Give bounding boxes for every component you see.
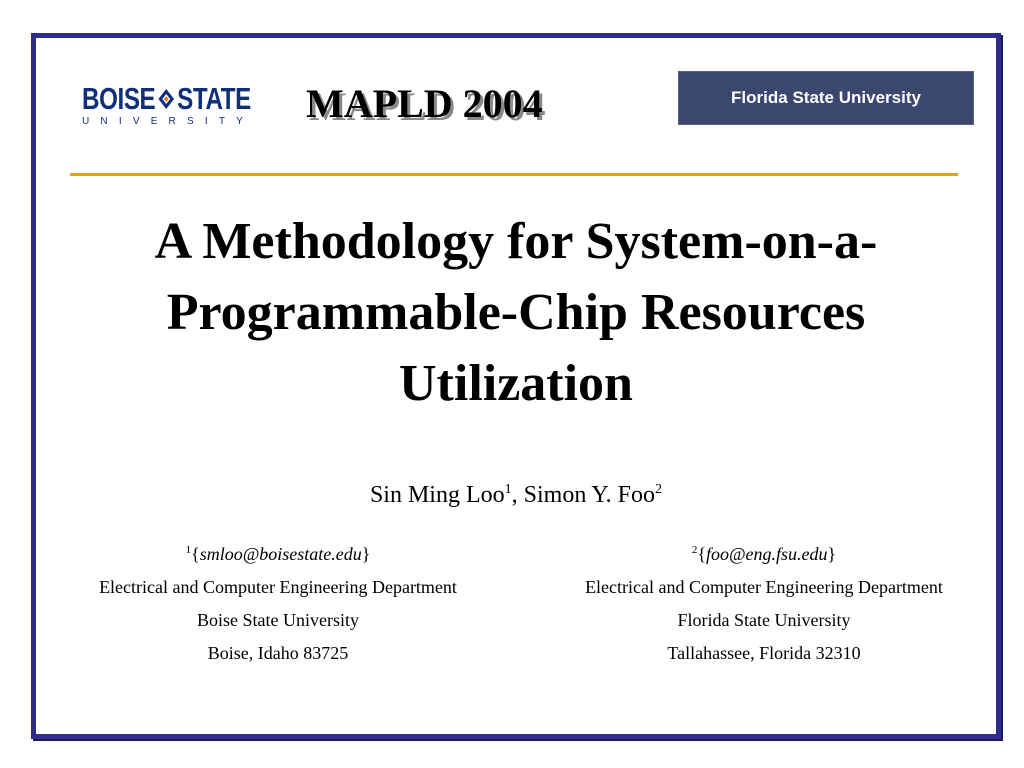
- affiliation-1-department: Electrical and Computer Engineering Department: [99, 577, 457, 597]
- affiliation-1-marker: 1: [185, 544, 192, 556]
- affiliation-1-email-line: $^1${smloo@boisestate.edu}: [185, 544, 371, 564]
- paper-title-line-1: A Methodology for System-on-a-: [154, 213, 878, 270]
- paper-title: [36, 206, 996, 419]
- boise-state-wordmark: [82, 81, 251, 116]
- affiliation-2-email[interactable]: foo@eng.fsu.edu: [705, 544, 828, 564]
- affiliation-1-university: Boise State University: [197, 610, 359, 630]
- author-1-name: Sin Ming Loo: [369, 482, 505, 508]
- affiliation-1-email[interactable]: smloo@boisestate.edu: [199, 544, 362, 564]
- affiliation-1-location: Boise, Idaho 83725: [207, 643, 349, 663]
- boise-state-emblem-icon: [158, 88, 175, 110]
- affiliation-florida-state: [524, 538, 1004, 670]
- florida-state-logo: [678, 71, 974, 125]
- author-2-marker: 2: [655, 482, 663, 497]
- affiliation-2-university: Florida State University: [677, 610, 851, 630]
- affiliation-2-email-line: $^2${foo@eng.fsu.edu}: [691, 544, 837, 564]
- affiliation-2-department: Electrical and Computer Engineering Department: [585, 577, 943, 597]
- header-divider: [70, 173, 958, 176]
- florida-state-logo-text: Florida State University: [731, 88, 921, 107]
- boise-state-name-right: STATE: [177, 81, 251, 116]
- conference-title: MAPLD 2004: [306, 81, 543, 126]
- author-1-marker: 1: [504, 482, 512, 497]
- slide: [31, 33, 1001, 739]
- paper-title-line-3: Utilization: [399, 355, 633, 412]
- affiliation-boise-state: [38, 538, 518, 670]
- boise-state-logo: [82, 81, 255, 129]
- author-2-name: Simon Y. Foo: [523, 482, 656, 508]
- paper-title-line-2: Programmable-Chip Resources: [166, 284, 866, 341]
- author-separator: ,: [511, 482, 524, 508]
- affiliation-2-marker: 2: [691, 544, 698, 556]
- affiliation-2-location: Tallahassee, Florida 32310: [667, 643, 861, 663]
- author-list: [36, 480, 996, 510]
- boise-state-subtitle: UNIVERSITY: [82, 116, 255, 127]
- boise-state-name-left: BOISE: [82, 81, 156, 116]
